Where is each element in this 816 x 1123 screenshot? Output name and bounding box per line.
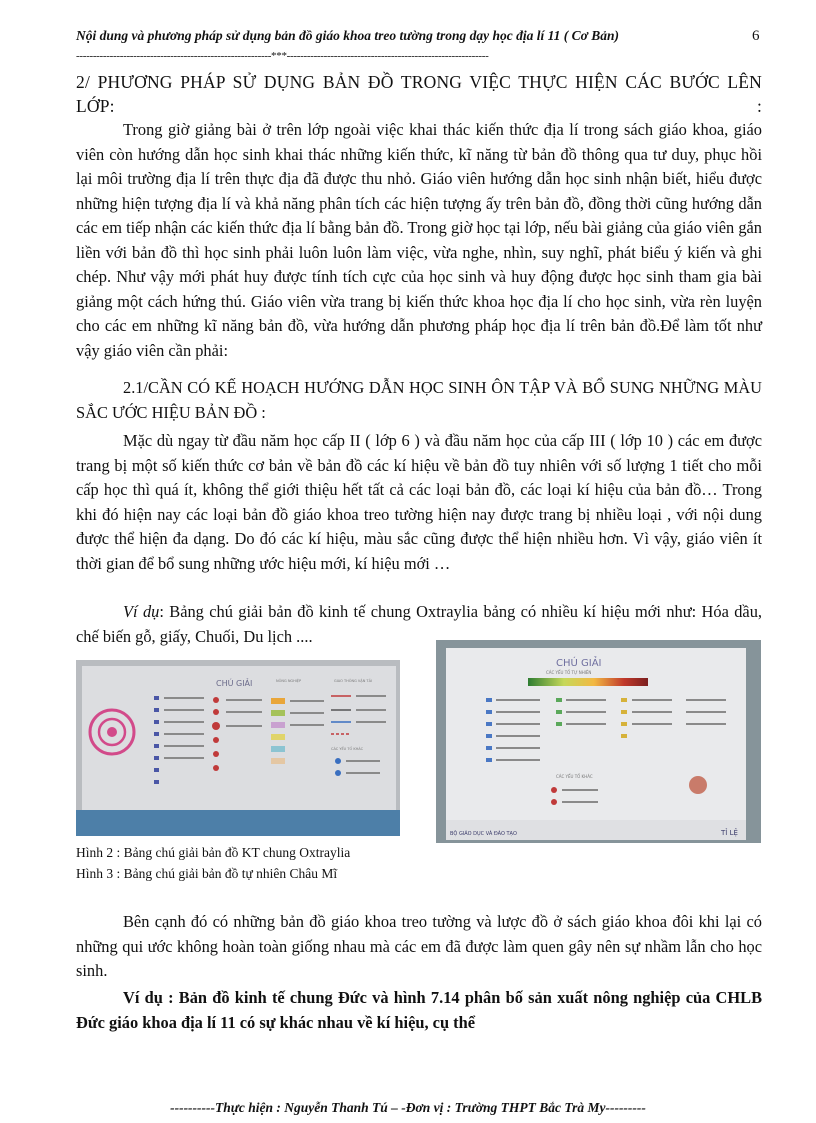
figure-2-elevation-bar	[528, 678, 648, 686]
figure-2-publisher: BỘ GIÁO DỤC VÀ ĐÀO TẠO	[450, 831, 517, 837]
figure-2-subtitle: CÁC YẾU TỐ TỰ NHIÊN	[546, 670, 592, 675]
section-heading-colon: :	[756, 96, 762, 116]
section-heading	[76, 70, 762, 118]
figure-legend-physical-photo	[436, 640, 761, 843]
paragraph-3	[76, 910, 762, 984]
paragraph-2	[76, 429, 762, 576]
figure-2-sub-heading: CÁC YẾU TỐ KHÁC	[556, 774, 593, 779]
footer: ----------Thực hiện : Nguyễn Thanh Tú – -Đơn vị : Trường THPT Bắc Trà My---------	[170, 1100, 646, 1115]
figure-2-corner: TỈ LỆ	[721, 829, 738, 837]
section-heading-text: 2/ PHƯƠNG PHÁP SỬ DỤNG BẢN ĐỒ TRONG VIỆC THỰC HIỆN CÁC BƯỚC LÊN LỚP:	[76, 72, 762, 116]
figure-legend-economic-photo	[76, 660, 400, 836]
page-number: 6	[752, 28, 760, 44]
caption-figure-2: Hình 2 : Bảng chú giải bản đồ KT chung Oxtraylia	[76, 845, 351, 860]
paragraph-1-text: Trong giờ giảng bài ở trên lớp ngoài việc khai thác kiến thức địa lí trong sách giáo khoa, giáo viên còn hướng dẫn học sinh khai thác những kiến thức, kĩ năng từ bản đồ thông qua tư duy, phục hồi lại môi trường địa lí trên thực địa đã được thu nhỏ. Giáo viên hướng dẫn học sinh nhận biết, hiểu được những hiện tượng địa lí và khả năng phân tích các hiện tượng ấy trên bản đồ, đồng thời cũng hướng dẫn các em tiếp nhận các kiến thức địa lí bằng bản đồ. Trong giờ học tại lớp, nếu bài giảng của giáo viên gắn liền với bản đồ thì học sinh phải luôn luôn làm việc, vừa nghe, nhìn, suy nghĩ, phát biểu ý kiến và ghi chép. Như vậy mới phát huy được tính tích cực của học sinh và huy động được học sinh tham gia bài giảng một cách hứng thú. Giáo viên vừa trang bị kiến thức khoa học địa lí cho học sinh, vừa rèn luyện cho các em những kĩ năng bản đồ, vừa hướng dẫn phương pháp học địa lí trên bản đồ.Để làm tốt như vậy giáo viên cần phải:	[76, 120, 762, 360]
figure-2-marker-icon	[689, 776, 707, 794]
figure-1-sub-heading: CÁC YẾU TỐ KHÁC	[331, 747, 364, 751]
paragraph-3-text: Bên cạnh đó có những bản đồ giáo khoa treo tường và lược đồ ở sách giáo khoa đôi khi lại có những qui ước không hoàn toàn giống nhau mà các em đã được làm quen gây nên sự nhầm lẫn cho học sinh.	[76, 912, 762, 980]
paragraph-1	[76, 118, 762, 363]
figure-1-title: CHÚ GIẢI	[216, 679, 253, 688]
figure-1-col-heading: NÔNG NGHIỆP	[276, 679, 302, 683]
example-label: Ví dụ	[123, 602, 160, 621]
figure-1-col-heading-2: GIAO THÔNG VẬN TẢI	[334, 679, 372, 683]
figure-1-svg	[76, 660, 400, 836]
paragraph-2-text: Mặc dù ngay từ đầu năm học cấp II ( lớp 6 ) và đầu năm học của cấp III ( lớp 10 ) các em được trang bị một số kiến thức cơ bản về bản đồ các kí hiệu về bản đồ tuy nhiên với số lượng 1 tiết cho mỗi cấp học thì quá ít, không thể giới thiệu hết tất cả các loại bản đồ, các loại kí hiệu của bản đồ… Trong khi đó hiện nay các loại bản đồ giáo khoa treo tường hiện nay được trang bị nhiều loại , với nội dung được thể hiện đa dạng. Do đó các kí hiệu, màu sắc cũng được thể hiện nhiều hơn. Vì vậy, giáo viên ít thời gian để bổ sung những ước hiệu mới, kí hiệu mới …	[76, 431, 762, 573]
figure-2-title: CHÚ GIẢI	[556, 658, 602, 669]
figure-2-svg	[436, 640, 761, 843]
header-rule: ----------------------------------------------------------***------------------------------------------------------------	[76, 50, 489, 62]
header-title: Nội dung và phương pháp sử dụng bản đồ giáo khoa treo tường trong dạy học địa lí 11 ( Cơ Bản)	[76, 28, 619, 43]
bold-example-paragraph: Ví dụ : Bản đồ kinh tế chung Đức và hình 7.14 phân bố sản xuất nông nghiệp của CHLB Đức giáo khoa địa lí 11 có sự khác nhau về kí hiệu, cụ thể	[76, 988, 762, 1032]
example-text: : Bảng chú giải bản đồ kinh tế chung Oxtraylia bảng có nhiều kí hiệu mới như: Hóa dầu, chế biến gỗ, giấy, Chuối, Du lịch ....	[76, 602, 763, 646]
caption-figure-3: Hình 3 : Bảng chú giải bản đồ tự nhiên Châu Mĩ	[76, 866, 338, 881]
subheading: 2.1/CẦN CÓ KẾ HOẠCH HƯỚNG DẪN HỌC SINH ÔN TẬP VÀ BỔ SUNG NHỮNG MÀU SẮC ƯỚC HIỆU BẢN ĐỒ :	[76, 378, 762, 422]
